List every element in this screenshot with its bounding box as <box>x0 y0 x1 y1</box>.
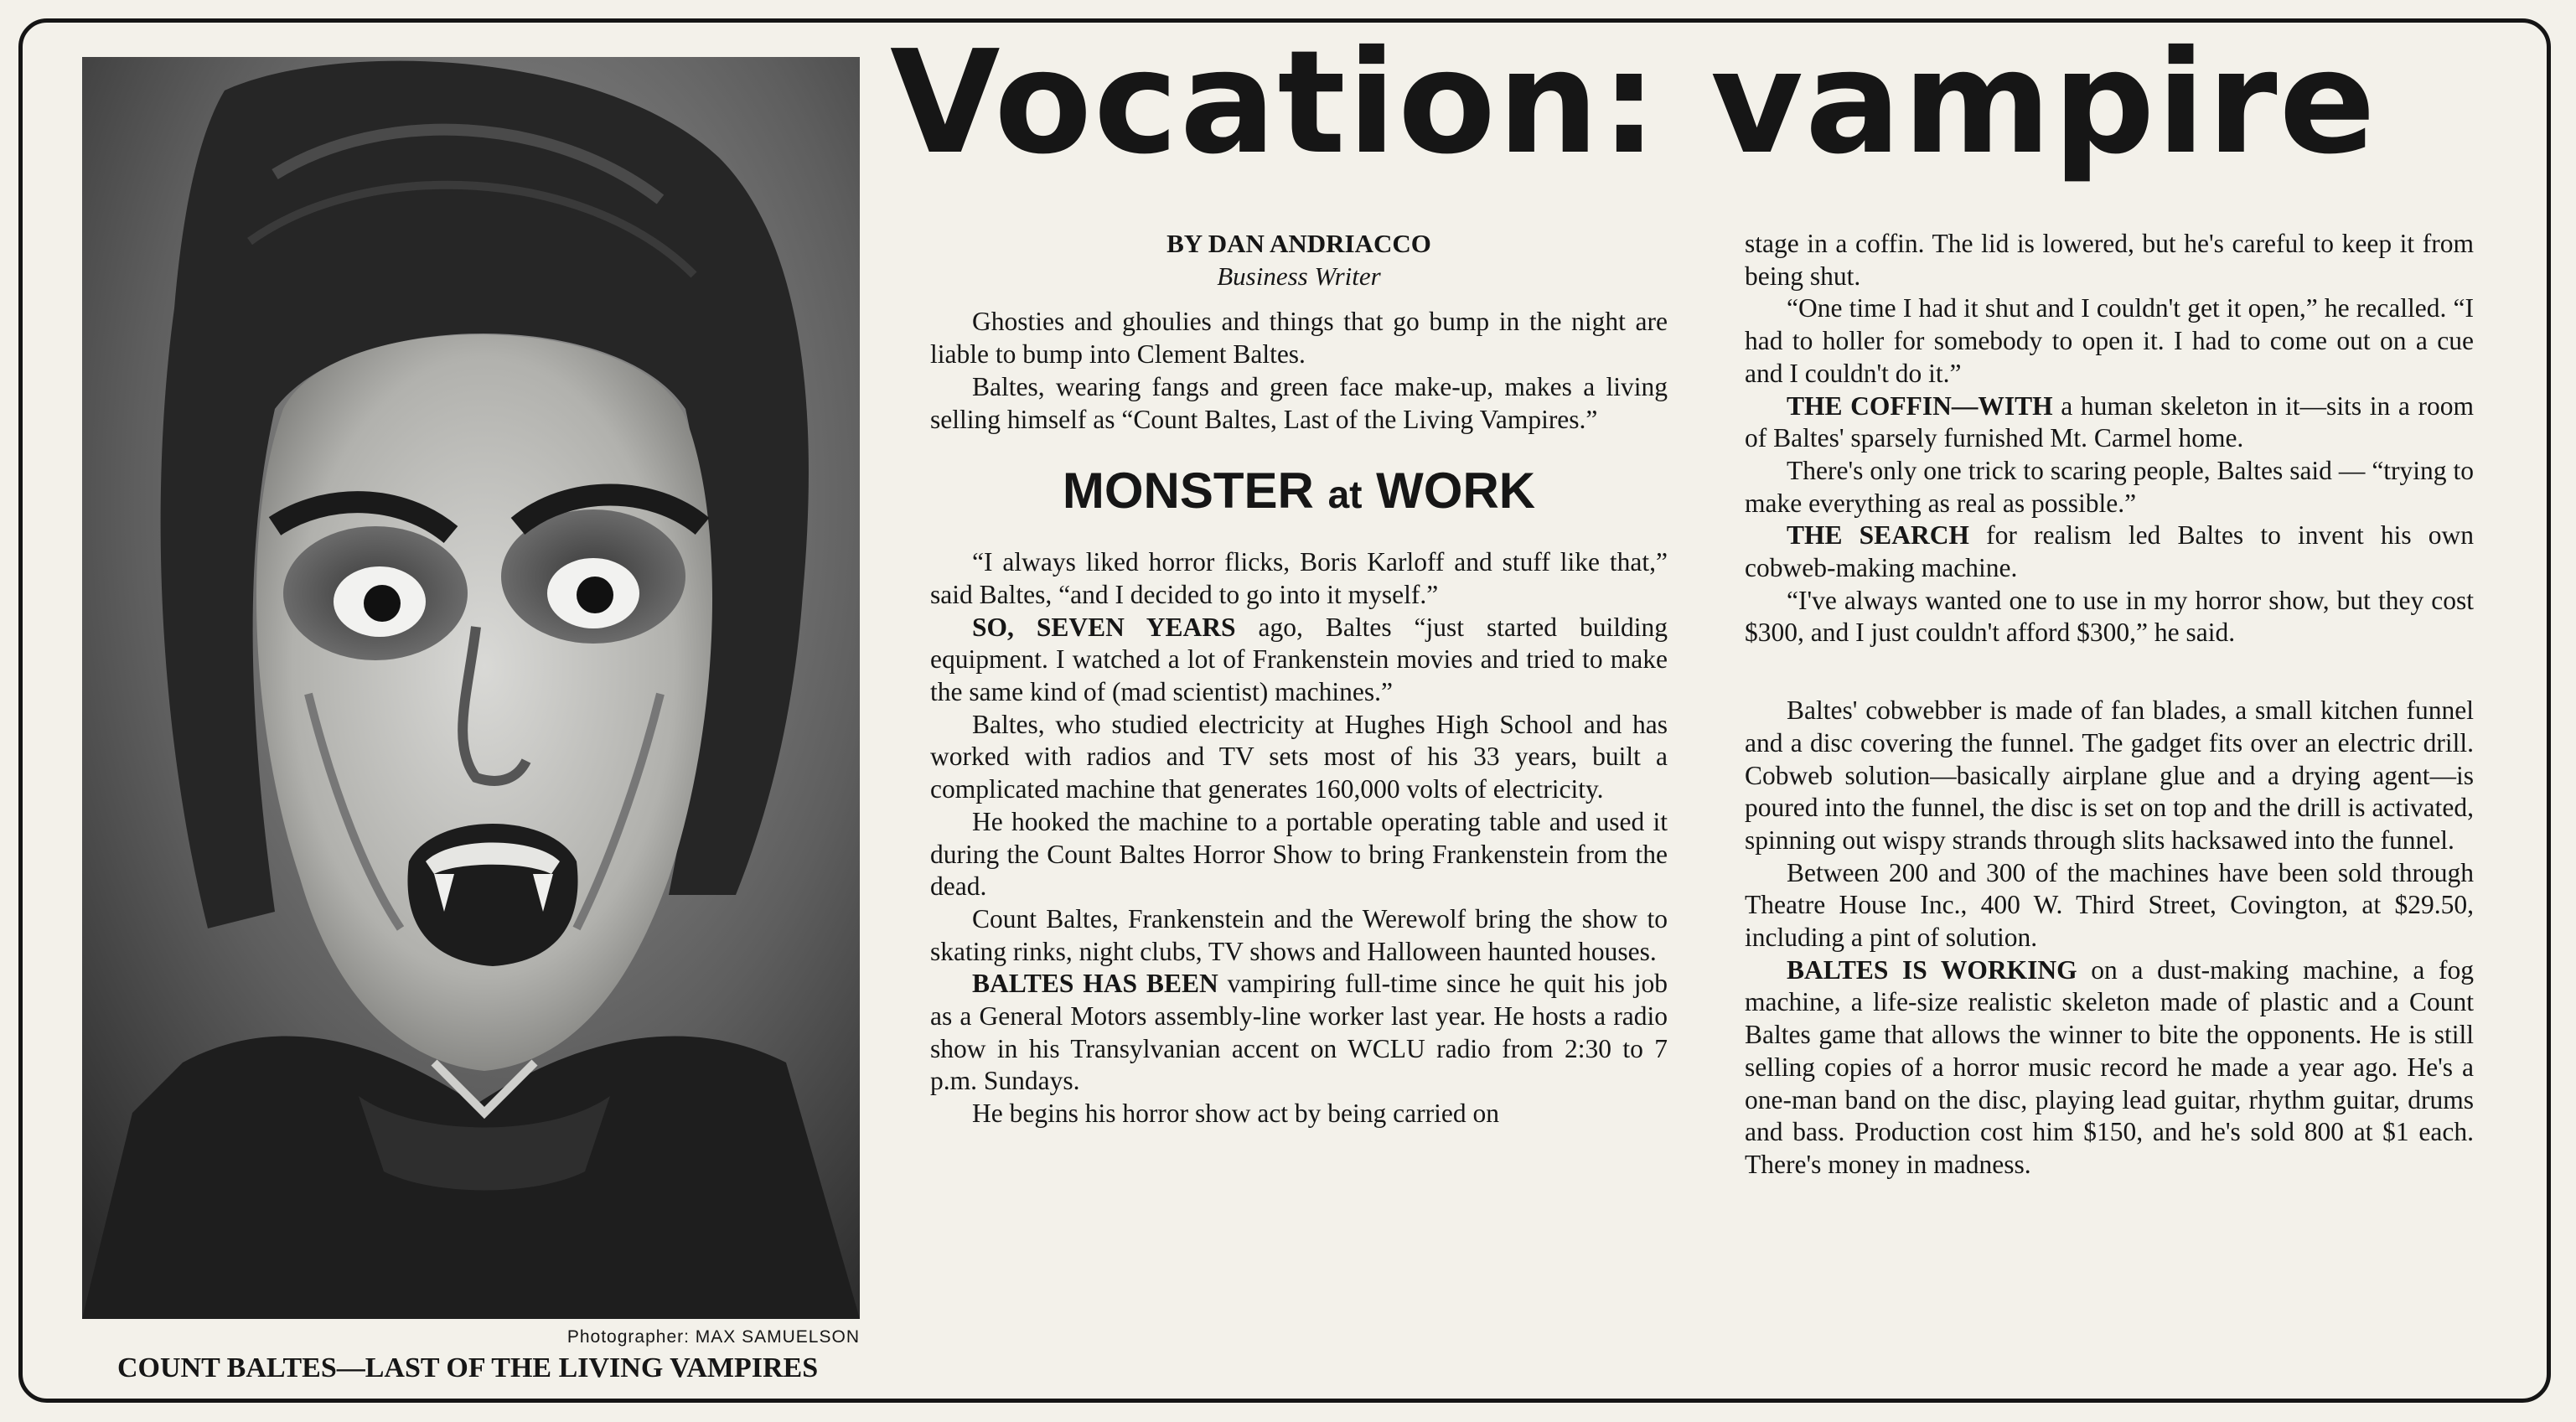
paragraph-text: a human skeleton in it—sits in a room of Baltes' sparsely furnished Mt. Carmel home. <box>1745 390 2474 453</box>
paragraph: There's only one trick to scaring people, Baltes said — “trying to make everything as real as possible.” <box>1745 455 2474 518</box>
paragraph <box>1745 520 2474 584</box>
paragraph-text: ago, Baltes “just started building equipment. I watched a lot of Frankenstein movies and tried to make the same kind of (mad scientist) machines.” <box>930 612 1668 707</box>
paragraph-text: vampiring full-time since he quit his job as a General Motors assembly-line worker last year. He hosts a radio show in his Transylvanian accent on WCLU radio from 2:30 to 7 p.m. Sundays. <box>930 969 1668 1096</box>
photo-caption: COUNT BALTES—LAST OF THE LIVING VAMPIRES <box>117 1352 819 1383</box>
column-gap <box>1745 649 2474 695</box>
subhead-part: at <box>1327 473 1363 517</box>
article-column-1 <box>930 228 1668 1130</box>
paragraph: Baltes, who studied electricity at Hughes High School and has worked with radios and TV sets most of his 33 years, built a complicated machine that generates 160,000 volts of electricity. <box>930 709 1668 804</box>
article-column-2 <box>1745 228 2474 1182</box>
byline-title: Business Writer <box>1217 261 1381 291</box>
paragraph <box>930 612 1668 709</box>
paragraph-lead: THE COFFIN—WITH <box>1787 390 2053 421</box>
byline-name: BY DAN ANDRIACCO <box>1166 229 1431 258</box>
headline: Vocation: vampire <box>890 20 2377 186</box>
paragraph <box>1745 954 2474 1182</box>
subhead-part: WORK <box>1376 463 1536 520</box>
paragraph <box>1745 390 2474 455</box>
subhead-part: MONSTER <box>1062 463 1314 520</box>
byline <box>930 228 1668 292</box>
paragraph <box>930 968 1668 1098</box>
photo-credit: Photographer: MAX SAMUELSON <box>566 1327 860 1347</box>
vampire-photo <box>82 57 860 1319</box>
paragraph: Ghosties and ghoulies and things that go bump in the night are liable to bump into Clement Baltes. <box>930 307 1668 370</box>
paragraph: He begins his horror show act by being carried on <box>972 1099 1499 1129</box>
paragraph: Count Baltes, Frankenstein and the Werewolf bring the show to skating rinks, night clubs, TV shows and Halloween haunted houses. <box>930 903 1668 966</box>
vampire-portrait-image <box>82 57 860 1319</box>
paragraph: “I always liked horror flicks, Boris Karloff and stuff like that,” said Baltes, “and I decided to go into it myself.” <box>930 547 1668 609</box>
paragraph-text: for realism led Baltes to invent his own cobweb-making machine. <box>1745 520 2474 583</box>
paragraph-lead: BALTES HAS BEEN <box>972 969 1218 999</box>
paragraph: “I've always wanted one to use in my horror show, but they cost $300, and I just couldn't afford $300,” he said. <box>1745 585 2474 648</box>
paragraph: stage in a coffin. The lid is lowered, but he's careful to keep it from being shut. <box>1745 229 2474 291</box>
paragraph-lead: SO, SEVEN YEARS <box>972 612 1236 642</box>
paragraph-text: on a dust-making machine, a fog machine, a life-size realistic skeleton made of plastic and a Count Baltes game that allows the winner to bite the opponents. He is still selling copies of a horror music record he made a year ago. He's a one-man band on the disc, playing lead guitar, rhythm guitar, drums and bass. Production cost him $150, and he's sold 800 at $1 each. There's money in madness. <box>1745 954 2475 1179</box>
paragraph: Between 200 and 300 of the machines have been sold through Theatre House Inc., 400 W. Third Street, Covington, at $29.50, including a pint of solution. <box>1745 857 2474 953</box>
subheadline <box>930 463 1668 520</box>
paragraph-lead: BALTES IS WORKING <box>1787 954 2077 985</box>
paragraph: “One time I had it shut and I couldn't get it open,” he recalled. “I had to holler for somebody to open it. I had to come out on a cue and I couldn't do it.” <box>1745 293 2474 388</box>
paragraph-lead: THE SEARCH <box>1787 520 1969 551</box>
paragraph: He hooked the machine to a portable operating table and used it during the Count Baltes Horror Show to bring Frankenstein from the dead. <box>930 806 1668 902</box>
paragraph: Baltes, wearing fangs and green face make-up, makes a living selling himself as “Count Baltes, Last of the Living Vampires.” <box>930 371 1668 434</box>
paragraph: Baltes' cobwebber is made of fan blades, a small kitchen funnel and a disc covering the funnel. The gadget fits over an electric drill. Cobweb solution—basically airplane glue and a drying agent—is poured into the funnel, the disc is set on top and the drill is activated, spinning out wispy strands through slits hacksawed into the funnel. <box>1745 695 2474 855</box>
